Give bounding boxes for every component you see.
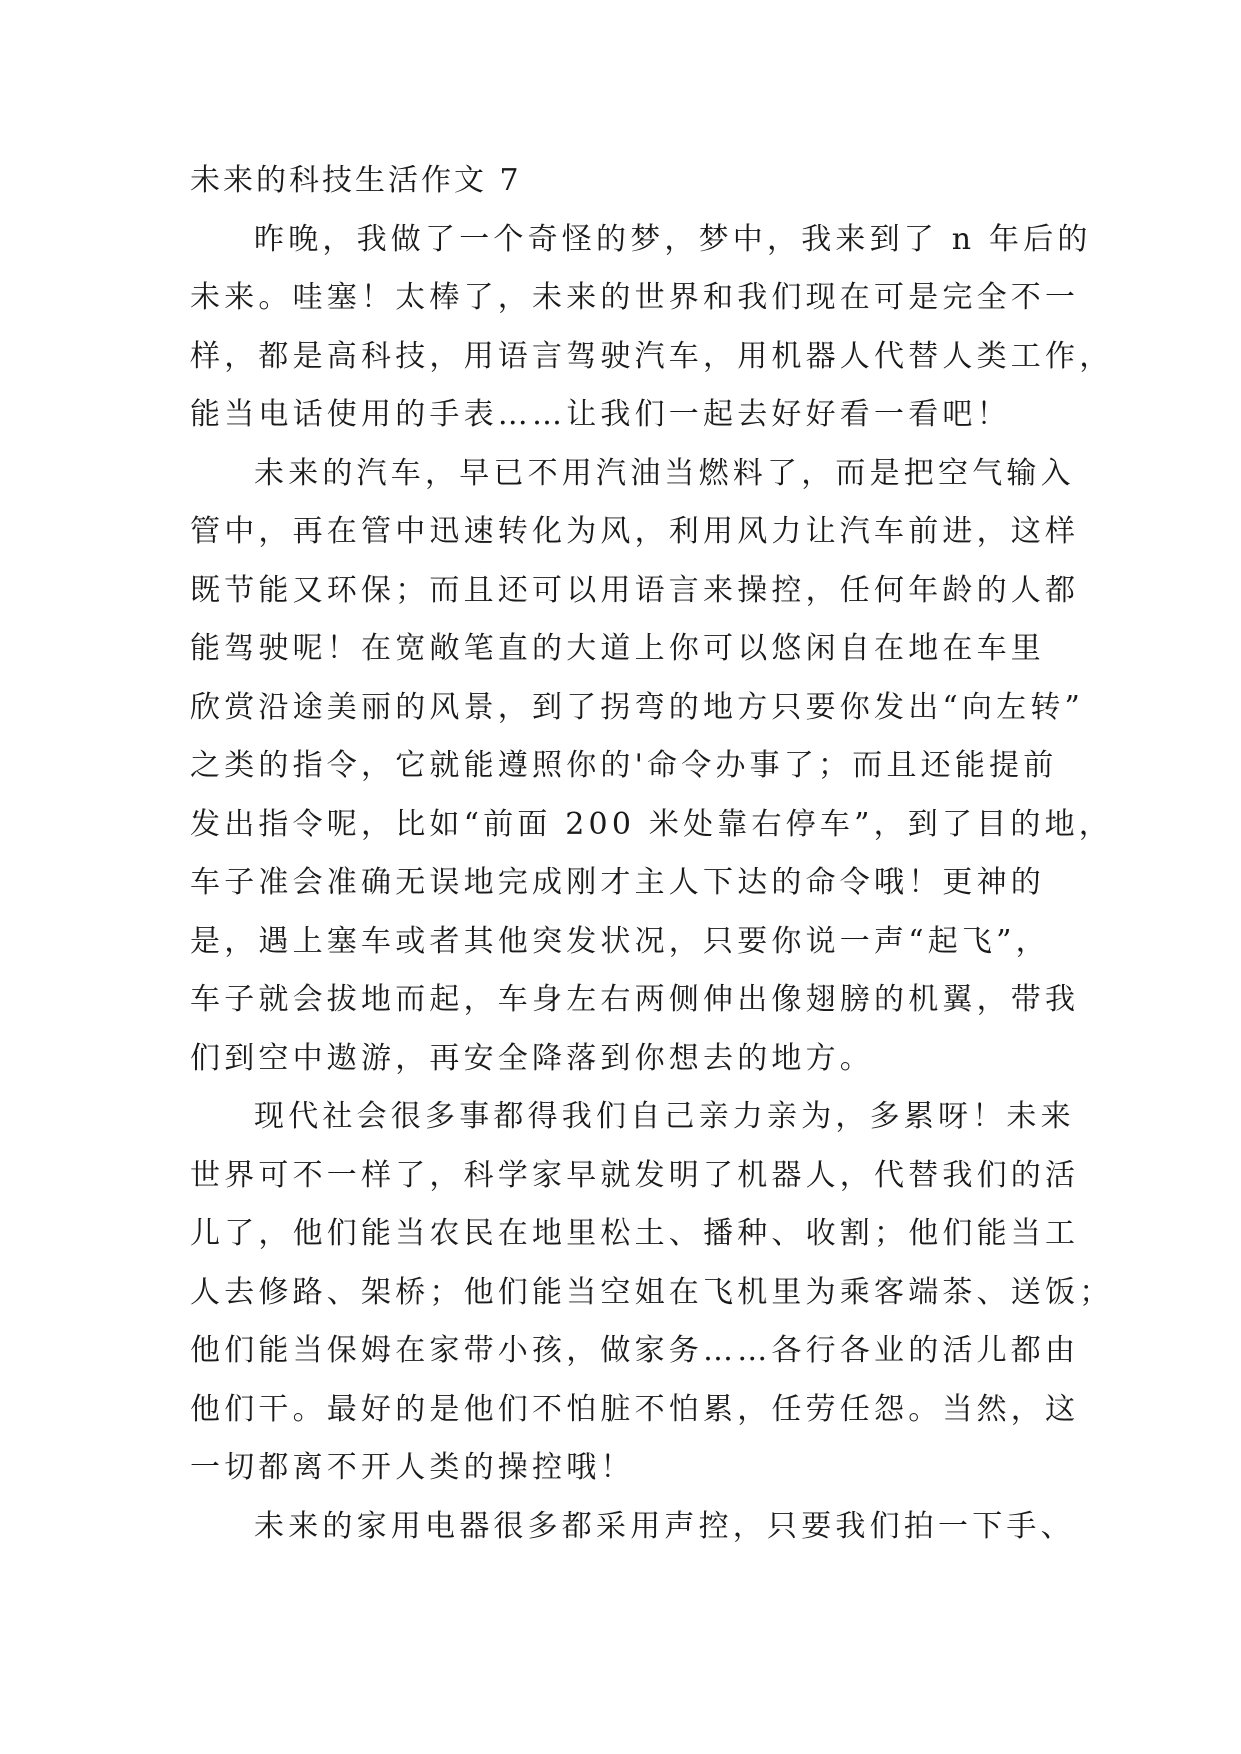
text-line: 是，遇上塞车或者其他突发状况，只要你说一声“起飞”， (190, 923, 1050, 959)
paragraph (190, 1088, 1114, 1498)
text-line: 欣赏沿途美丽的风景，到了拐弯的地方只要你发出“向左转” (190, 689, 1085, 725)
text-line: 未来。哇塞！太棒了，未来的世界和我们现在可是完全不一 (190, 280, 1080, 315)
document-body (190, 152, 1114, 1556)
text-line: 能当电话使用的手表……让我们一起去好好看一看吧！ (190, 397, 1011, 432)
text-line: 车子准会准确无误地完成刚才主人下达的命令哦！更神的 (190, 865, 1045, 900)
paragraph (190, 211, 1114, 445)
text-line: 既节能又环保；而且还可以用语言来操控，任何年龄的人都 (190, 572, 1080, 608)
text-line: 他们能当保姆在家带小孩，做家务……各行各业的活儿都由 (190, 1333, 1080, 1368)
text-line: 管中，再在管中迅速转化为风，利用风力让汽车前进，这样 (190, 514, 1080, 549)
text-line: 未来的家用电器很多都采用声控，只要我们拍一下手、 (254, 1508, 1075, 1544)
text-line: 人去修路、架桥；他们能当空姐在飞机里为乘客端茶、送饭； (190, 1274, 1114, 1310)
text-line: 未来的汽车，早已不用汽油当燃料了，而是把空气输入 (254, 455, 1075, 491)
text-line: 世界可不一样了，科学家早就发明了机器人，代替我们的活 (190, 1157, 1080, 1193)
text-line: 们到空中遨游，再安全降落到你想去的地方。 (190, 1040, 874, 1076)
text-line: 发出指令呢，比如“前面 200 米处靠右停车”，到了目的地， (190, 806, 1114, 842)
text-line: 现代社会很多事都得我们自己亲力亲为，多累呀！未来 (254, 1099, 1075, 1134)
text-line: 一切都离不开人类的操控哦！ (190, 1450, 635, 1485)
text-line: 他们干。最好的是他们不怕脏不怕累，任劳任怨。当然，这 (190, 1391, 1080, 1427)
text-line: 车子就会拔地而起，车身左右两侧伸出像翅膀的机翼，带我 (190, 982, 1080, 1017)
paragraph (190, 445, 1114, 1089)
text-line: 之类的指令，它就能遵照你的'命令办事了；而且还能提前 (190, 748, 1058, 783)
text-line: 昨晚，我做了一个奇怪的梦，梦中，我来到了 n 年后的 (254, 221, 1092, 257)
text-line: 样，都是高科技，用语言驾驶汽车，用机器人代替人类工作， (190, 338, 1114, 374)
document-title: 未来的科技生活作文 7 (190, 163, 522, 198)
paragraph (190, 1498, 1075, 1557)
text-line: 儿了，他们能当农民在地里松土、播种、收割；他们能当工 (190, 1216, 1080, 1251)
text-line: 能驾驶呢！在宽敞笔直的大道上你可以悠闲自在地在车里 (190, 631, 1045, 666)
